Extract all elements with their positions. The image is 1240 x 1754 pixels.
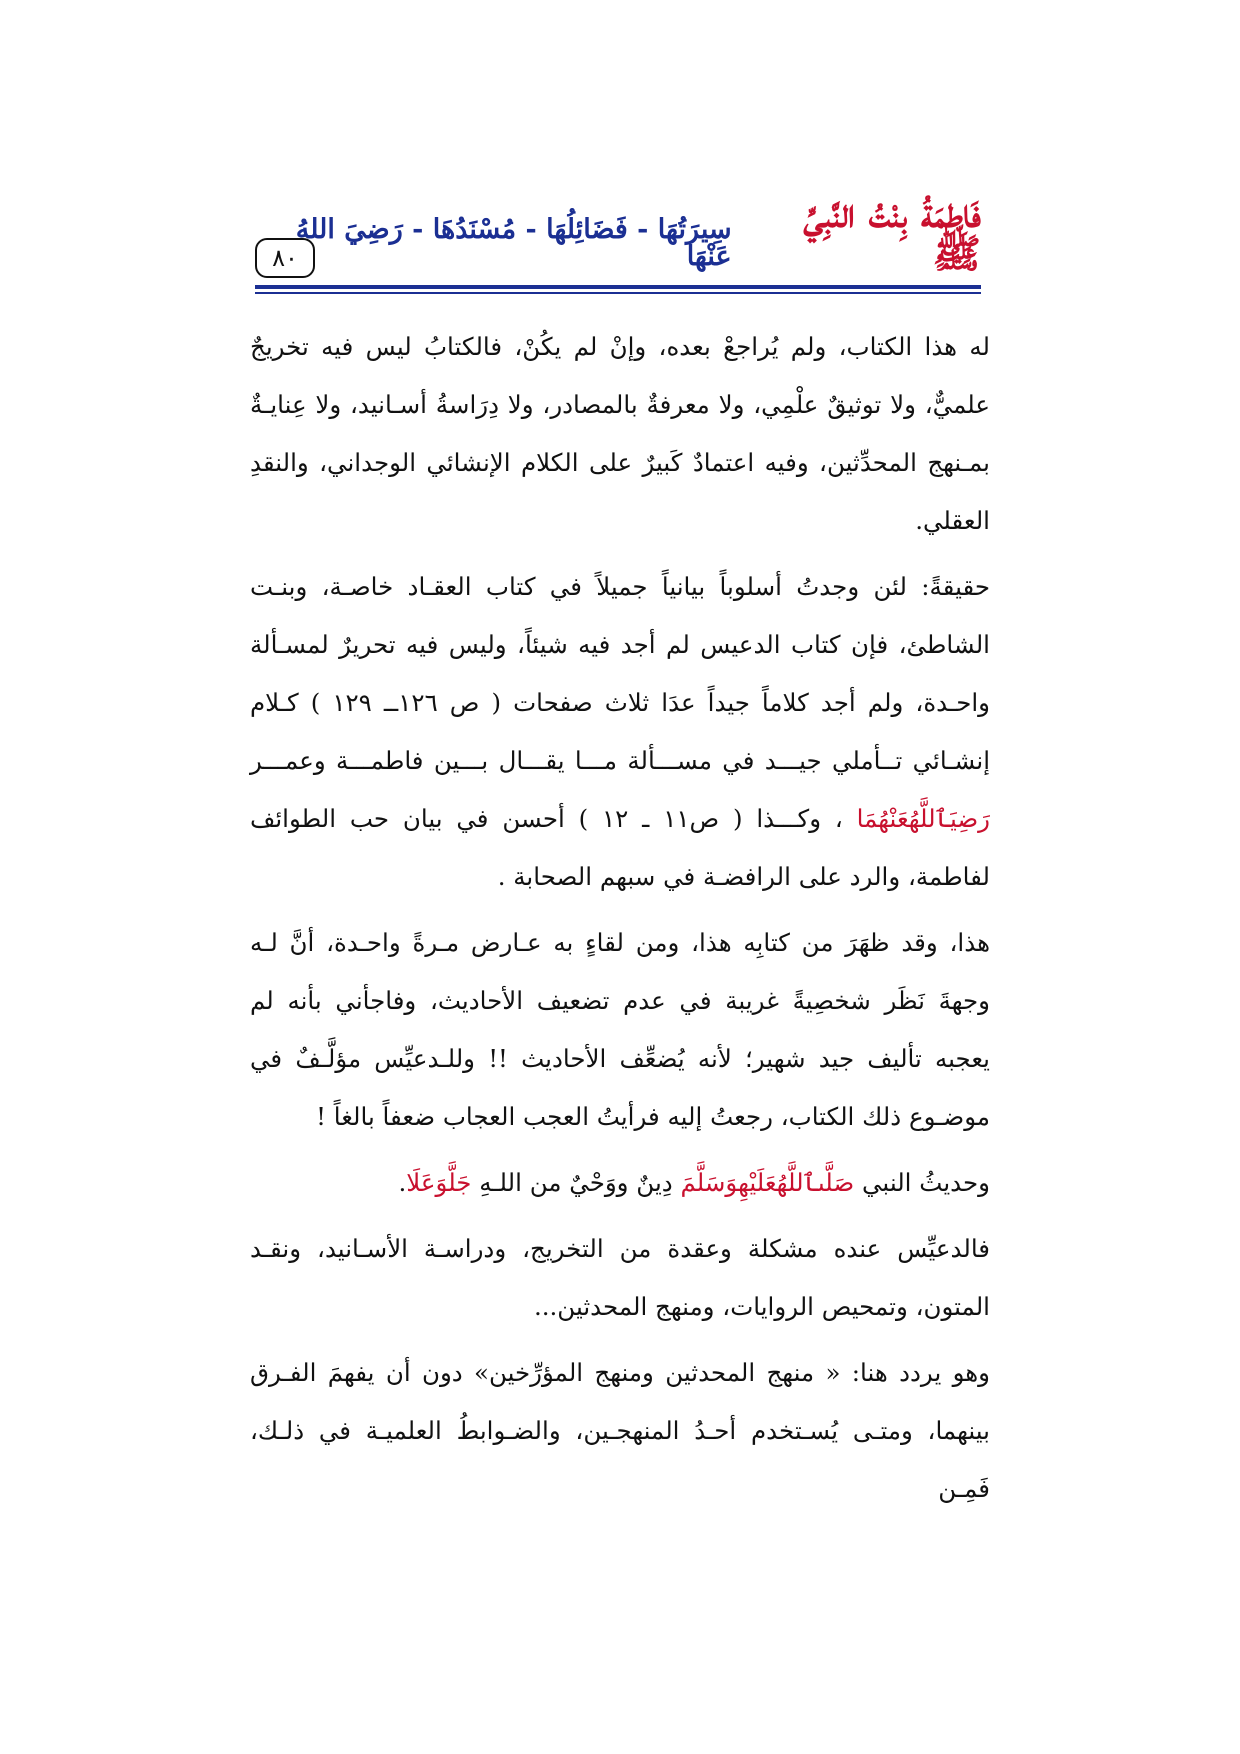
honorific-phrase: صَلَّىٱللَّهُعَلَيْهِوَسَلَّمَ (680, 1168, 855, 1197)
paragraph-text: هذا، وقد ظهَرَ من كتابِه هذا، ومن لقاءٍ به عـارض مـرةً واحـدة، أنَّ لـه وجهةَ نَظَر شخصِيةً غريبة في عدم تضعيف الأحاديث، وفاجأني بأنه لم يعجبه تأليف جيد شهير؛ لأنه يُضعِّف الأحاديث !! وللـدعيِّس مؤلَّـفٌ في موضـوع ذلك الكتاب، رجعتُ إليه فرأيتُ العجب العجاب ضعفاً بالغاً ! (250, 928, 990, 1131)
paragraph-text: حقيقةً: لئن وجدتُ أسلوباً بيانياً جميلاً في كتاب العقـاد خاصـة، وبنـت الشاطئ، فإن كتاب الدعيس لم أجد فيه شيئاً، وليس فيه تحريرٌ لمسـألة واحـدة، ولم أجد كلاماً جيداً عدَا ثلاث صفحات ( ص ١٢٦ــ ١٢٩ ) كـلام إنشـائي تــأملي جيـــد في مســـألة مـــا يقـــال بـــين فاطمـــة وعمـــر (250, 572, 990, 775)
page-header (255, 190, 981, 296)
paragraph-text: دِينٌ ووَحْيٌ من اللـهِ (471, 1168, 681, 1197)
book-subtitle: سِيرَتُهَا - فَضَائِلُهَا - مُسْنَدُهَا - رَضِيَ اللهُ عَنْهَا (295, 214, 732, 272)
honorific-phrase: رَضِيَٱللَّهُعَنْهُمَا (856, 804, 991, 833)
header-rule-thin (255, 292, 981, 294)
header-rule-thick (255, 285, 981, 289)
paragraph-text: وهو يردد هنا: « منهج المحدثين ومنهج المؤرِّخين» دون أن يفهمَ الفـرق بينهما، ومتـى يُسـتخدم أحـدُ المنهجـين، والضـوابطُ العلميـة في ذلـك، فَمِـن (250, 1358, 990, 1503)
paragraph (250, 558, 990, 906)
paragraph (250, 1220, 990, 1336)
paragraph (250, 914, 990, 1146)
paragraph (250, 1154, 990, 1212)
paragraph-text: له هذا الكتاب، ولم يُراجعْ بعده، وإنْ لم يكُنْ، فالكتابُ ليس فيه تخريجٌ علميٌّ، ولا توثيقٌ علْمِي، ولا معرفةٌ بالمصادر، ولا دِرَاسةُ أسـانيد، ولا عِنايـةٌ بمـنهج المحدِّثين، وفيه اعتمادٌ كَبيرٌ على الكلام الإنشائي الوجداني، والنقدِ العقلي. (250, 332, 990, 535)
paragraph (250, 318, 990, 550)
paragraph-text: ، وكـــذا ( ص١١ ـ ١٢ ) أحسن في بيان حب الطوائف لفاطمة، والرد على الرافضـة في سبهم الصحابة . (250, 804, 990, 891)
paragraph-text: . (398, 1168, 407, 1197)
paragraph-text: وحديثُ النبي (854, 1168, 990, 1197)
paragraph (250, 1344, 990, 1518)
honorific-phrase: جَلَّوَعَلَا (406, 1168, 472, 1197)
page-body (250, 318, 990, 1526)
book-title: فَاطِمَةُ بِنْتُ النَّبِيِّ ﷺ (803, 190, 981, 277)
running-title (255, 190, 981, 280)
paragraph-text: فالدعيِّس عنده مشكلة وعقدة من التخريج، ودراسـة الأسـانيد، ونقـد المتون، وتمحيص الروايات، ومنهج المحدثين... (250, 1234, 990, 1321)
page-number: ٨٠ (255, 238, 315, 278)
